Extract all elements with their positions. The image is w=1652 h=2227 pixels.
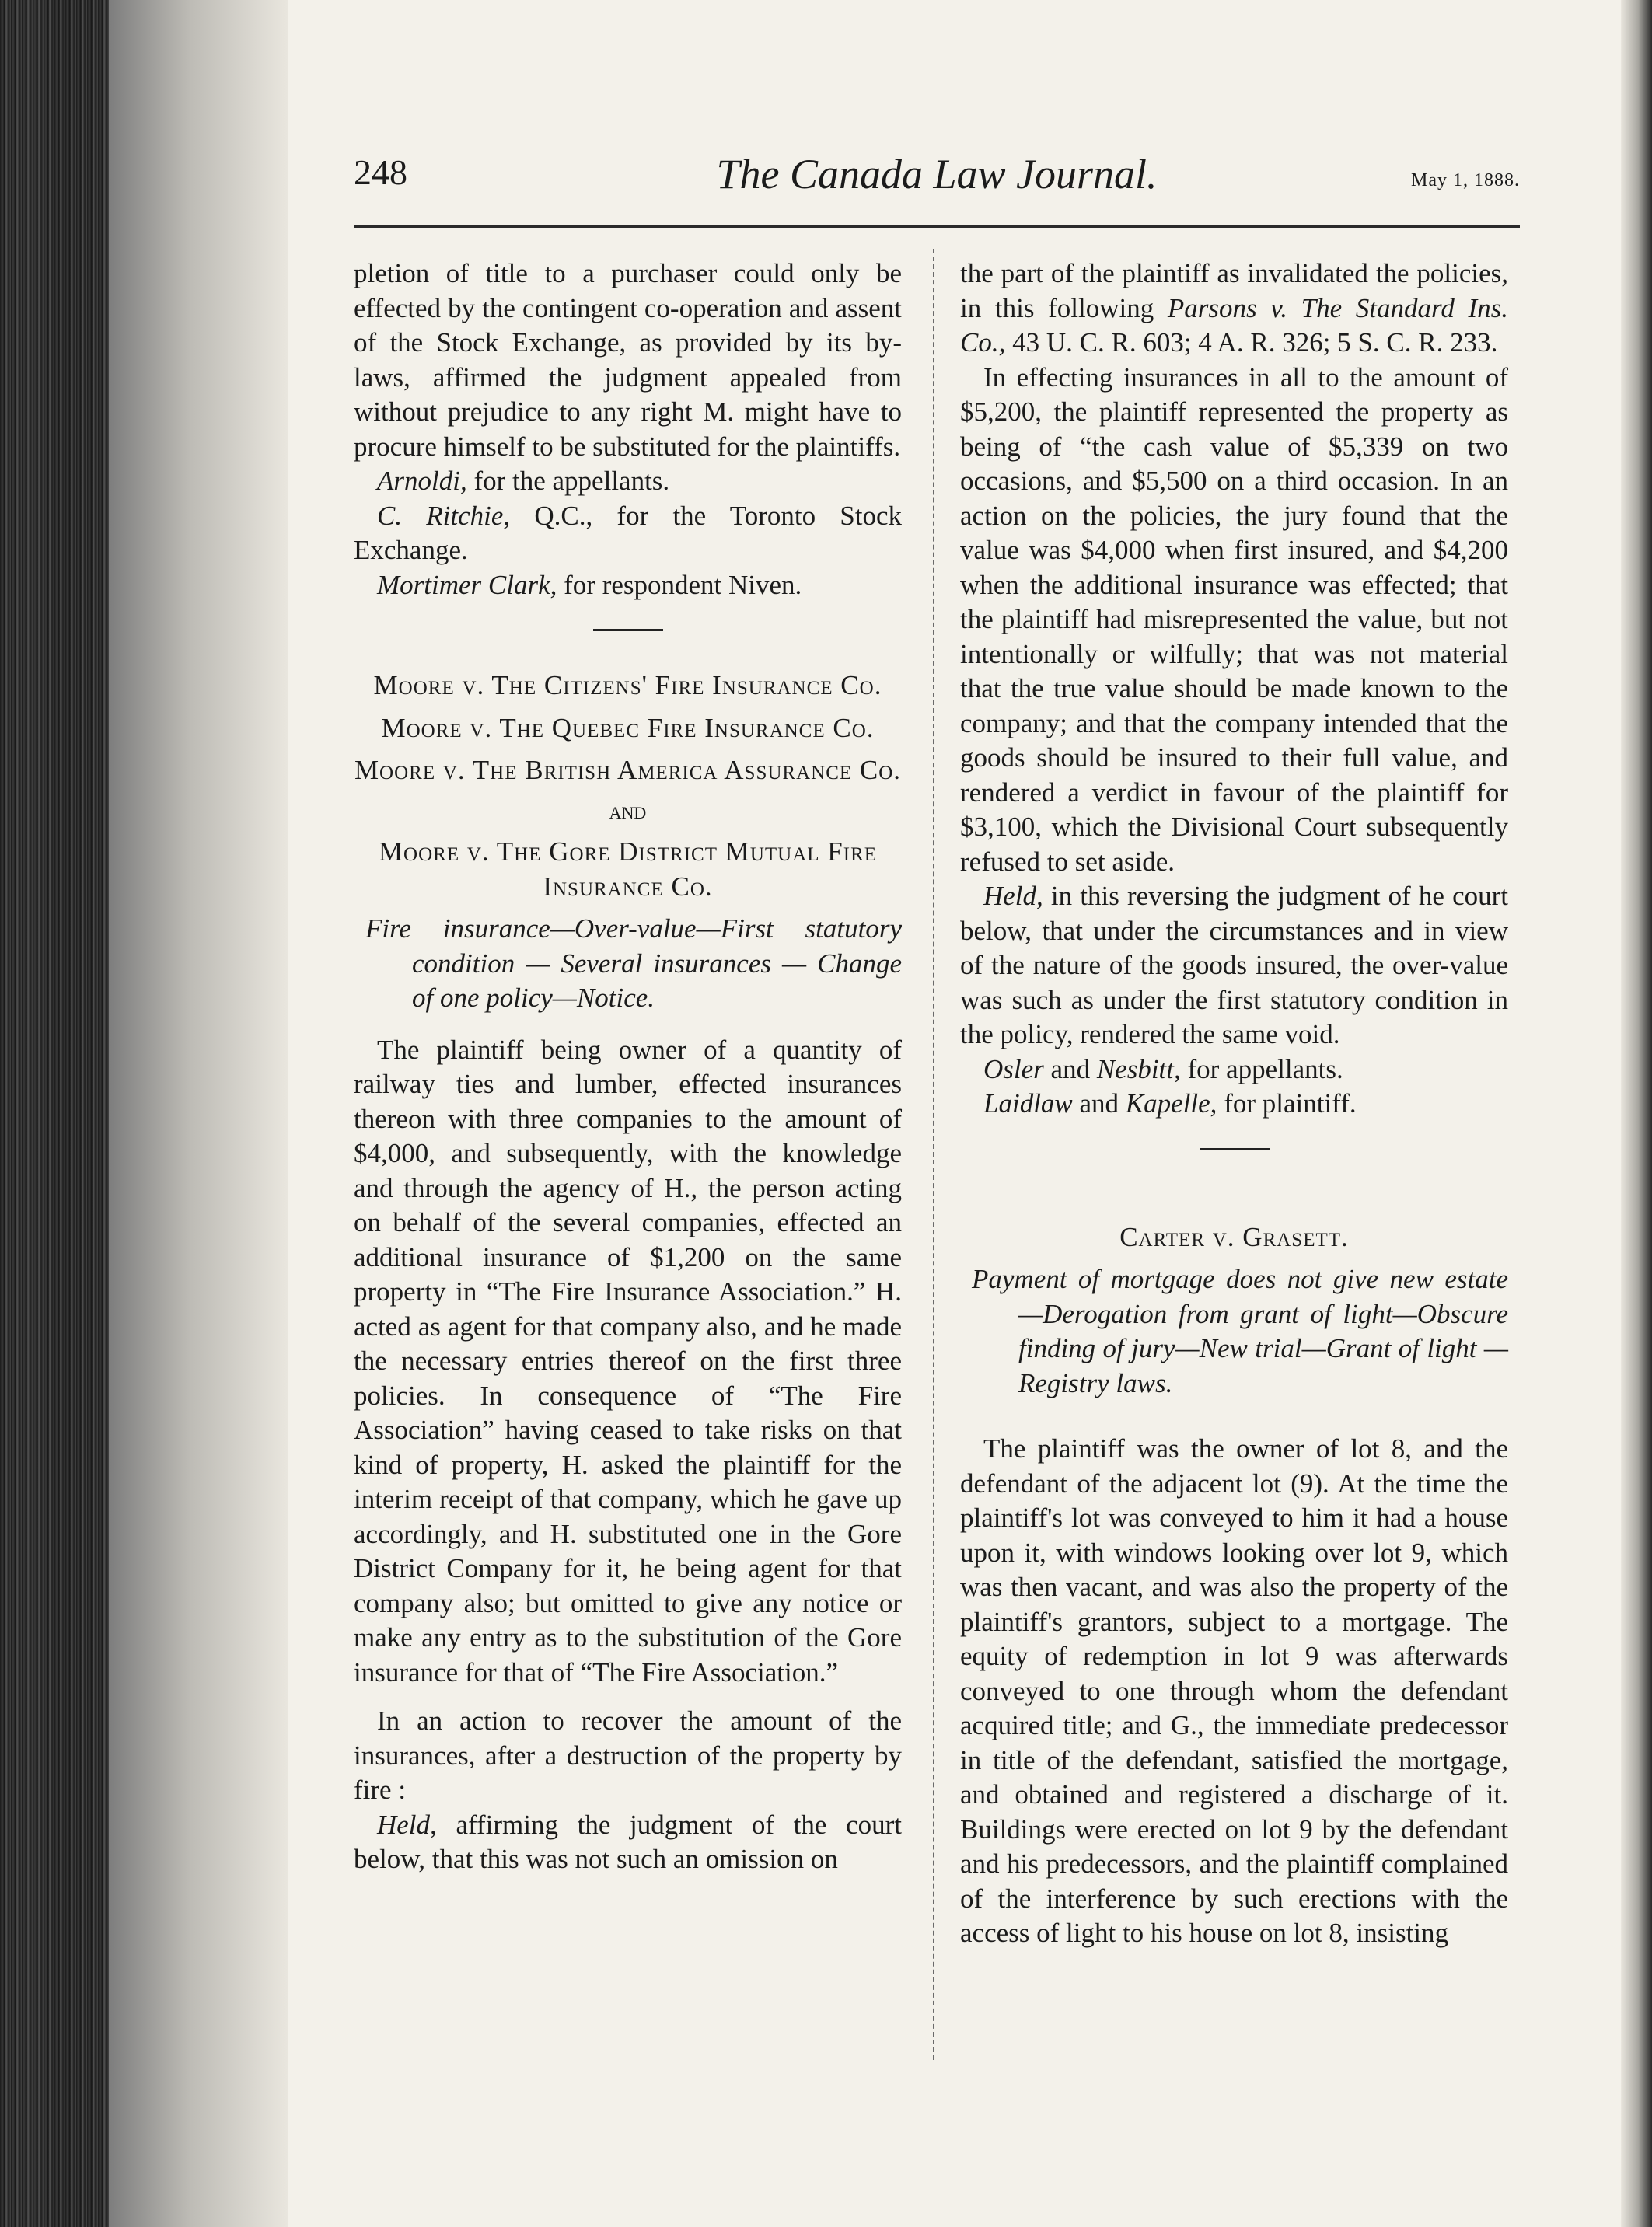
case-headnote-carter: Payment of mortgage does not give new estate —Derogation from grant of light—Obscure finding of jury—New trial—Grant of light —Registry laws. xyxy=(972,1264,1508,1398)
held-text: affirming the judgment of the court below, that this was not such an omission on xyxy=(354,1809,902,1874)
counsel-role: for the appellants. xyxy=(466,466,670,496)
case-headnote: Fire insurance—Over-value—First statutory condition — Several insurances — Change of one policy—Notice. xyxy=(365,913,902,1013)
section-divider xyxy=(593,629,663,631)
section-divider xyxy=(1200,1148,1270,1150)
left-paragraph-3: In an action to recover the amount of the insurances, after a destruction of the property by fire : xyxy=(354,1705,902,1805)
citation: 43 U. C. R. 603; 4 A. R. 326; 5 S. C. R. 233. xyxy=(1005,327,1498,358)
counsel-role: for appellants. xyxy=(1180,1053,1343,1084)
left-paragraph-4 xyxy=(354,1808,902,1877)
counsel-name: C. Ritchie, xyxy=(377,500,511,531)
page-right-edge xyxy=(1621,0,1652,2227)
counsel-line-4 xyxy=(960,1052,1508,1087)
counsel-line-1 xyxy=(354,464,902,499)
counsel-name: Mortimer Clark, xyxy=(377,569,557,600)
cited-case: Parsons v. The Standard Ins. Co., xyxy=(960,292,1508,358)
held-text: in this reversing the judgment of he court below, that under the circumstances and in view of the nature of the goods insured, the over-value was such as under the first statutory condition in the policy, rendered the same void. xyxy=(960,881,1508,1049)
counsel-name: Arnoldi, xyxy=(377,466,467,496)
book-binding-edge xyxy=(0,0,109,2227)
counsel-name: Laidlaw xyxy=(983,1088,1073,1119)
binding-shadow xyxy=(109,0,288,2227)
counsel-role: for plaintiff. xyxy=(1217,1088,1357,1119)
case-title-3: Moore v. The British America Assurance Co. xyxy=(354,755,902,785)
right-column xyxy=(960,257,1508,1951)
text-run: and xyxy=(1043,1053,1097,1084)
left-paragraph-1: pletion of title to a purchaser could only be effected by the contingent co-operation and assent of the Stock Exchange, as provided by its by-laws, affirmed the judgment appealed from without prejudice to any right M. might have to procure himself to be substituted for the plaintiffs. xyxy=(354,258,902,462)
counsel-role: for respondent Niven. xyxy=(557,569,802,600)
counsel-name: Kapelle, xyxy=(1125,1088,1217,1119)
case-title-1: Moore v. The Citizens' Fire Insurance Co. xyxy=(373,670,882,700)
counsel-name: Nesbitt, xyxy=(1096,1053,1181,1084)
right-paragraph-2: In effecting insurances in all to the amount of $5,200, the plaintiff represented the property as being of “the cash value of $5,339 on two occasions, and $5,500 on a third occasion. In an action on the policies, the jury found that the value was $4,000 when first insured, and $4,200 when the additional insurance was effected; that the plaintiff had misrepresented the value, but not intentionally or wilfully; that was not material that the true value should be made known to the company; and that the company intended that the goods should be insured to their full value, and rendered a verdict in favour of the plaintiff for $3,100, which the Divisional Court subsequently refused to set aside. xyxy=(960,361,1508,877)
journal-page xyxy=(288,0,1621,2227)
counsel-role: Q.C., for the Toronto Stock Exchange. xyxy=(354,500,902,565)
case-title-2: Moore v. The Quebec Fire Insurance Co. xyxy=(381,712,875,743)
counsel-name: Osler xyxy=(983,1053,1044,1084)
case-title-carter: Carter v. Grasett. xyxy=(1119,1221,1349,1252)
case-and: and xyxy=(609,795,647,824)
case-title-4: Moore v. The Gore District Mutual Fire Insurance Co. xyxy=(378,836,878,902)
held-label: Held, xyxy=(983,881,1043,911)
running-head xyxy=(354,152,1520,214)
left-column xyxy=(354,257,902,1877)
header-rule xyxy=(354,225,1520,228)
text-run: and xyxy=(1072,1088,1126,1119)
held-label: Held, xyxy=(377,1809,437,1840)
page-number: 248 xyxy=(354,152,407,192)
counsel-line-5 xyxy=(960,1087,1508,1122)
right-paragraph-4: The plaintiff was the owner of lot 8, and the defendant of the adjacent lot (9). At the time the plaintiff's lot was conveyed to him it had a house upon it, with windows looking over lot 9, which was then vacant, and was also the property of the plaintiff's grantors, subject to a mortgage. The equity of redemption in lot 9 was afterwards conveyed to one through whom the defendant acquired title; and G., the immediate predecessor in title of the defendant, satisfied the mortgage, and obtained and registered a discharge of it. Buildings were erected on lot 9 by the defendant and his predecessors, and the plaintiff complained of the interference by such erections with the access of light to his house on lot 8, insisting xyxy=(960,1433,1508,1948)
counsel-line-2 xyxy=(354,499,902,568)
right-paragraph-1 xyxy=(960,257,1508,361)
left-paragraph-2: The plaintiff being owner of a quantity of railway ties and lumber, effected insurances thereon with three companies to the amount of $4,000, and subsequently, with the knowledge and through the agency of H., the person acting on behalf of the several companies, effected an additional insurance of $1,200 on the same property in “The Fire Insurance Association.” H. acted as agent for that company also, and he made the necessary entries thereof on the first three policies. In consequence of “The Fire Association” having ceased to take risks on that kind of property, H. asked the plaintiff for the interim receipt of that company, which he gave up accordingly, and H. substituted one in the Gore District Company for it, he being agent for that company also; but omitted to give any notice or make any entry as to the substitution of the Gore insurance for that of “The Fire Association.” xyxy=(354,1034,902,1688)
text-run: the part of the plaintiff as invalidated the policies, in this following xyxy=(960,258,1508,323)
right-paragraph-3 xyxy=(960,879,1508,1052)
journal-title: The Canada Law Journal. xyxy=(716,151,1158,197)
counsel-line-3 xyxy=(354,568,902,603)
issue-date: May 1, 1888. xyxy=(1411,170,1520,190)
column-divider xyxy=(933,249,934,2060)
